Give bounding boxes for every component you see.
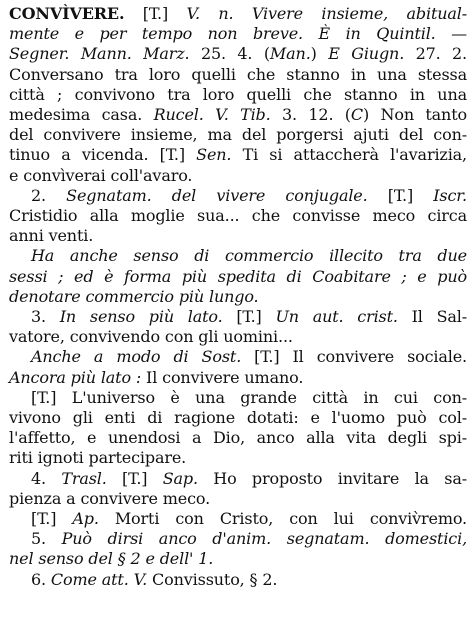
text-run: Anche a modo di Sost. <box>31 347 242 367</box>
text-run: [T.] <box>106 468 163 488</box>
text-run: città ; convivono tra loro quelli che stanno in una <box>9 84 467 104</box>
text-run: Sen. <box>196 145 232 165</box>
text-run: Ha anche senso di commercio illecito tra due <box>31 246 467 266</box>
text-run: E Giugn. <box>328 44 405 64</box>
text-line-5 <box>9 85 467 105</box>
text-run: Cristidio alla moglie sua... che convisse meco circa <box>9 206 467 226</box>
text-run: sessi ; ed è forma più spedita di Coabitare ; e può <box>9 266 467 286</box>
text-run: [T.] <box>31 509 73 529</box>
text-run: medesima casa. <box>9 105 154 125</box>
text-run: Può dirsi anco d'anim. segnatam. domestici, <box>61 529 468 549</box>
text-line-18 <box>9 347 467 367</box>
text-line-10 <box>9 186 467 206</box>
text-run: 25. 4. ( <box>189 44 270 64</box>
text-run: ) <box>310 44 329 64</box>
text-run: Conversano tra loro quelli che stanno in una stessa <box>9 64 467 84</box>
text-run: Un aut. crist. <box>275 307 398 327</box>
text-line-28 <box>9 549 467 569</box>
text-line-21 <box>9 408 467 428</box>
text-run: Morti con Cristo, con lui conviv̀remo. <box>98 509 467 529</box>
text-run: [T.] <box>124 4 187 23</box>
text-line-9 <box>9 166 467 186</box>
text-run: anni venti. <box>9 226 94 246</box>
text-line-24 <box>9 469 467 489</box>
text-run: C <box>350 105 363 125</box>
text-run: 6. <box>31 569 51 589</box>
text-run: Come att. V. <box>50 569 148 589</box>
text-line-29 <box>9 570 467 590</box>
text-run: del convivere insieme, ma del porgersi ajuti del con- <box>9 125 467 145</box>
text-line-14 <box>9 267 467 287</box>
text-run: ) Non tanto <box>362 105 467 125</box>
text-run: [T.] <box>222 307 276 327</box>
text-run: Il convivere umano. <box>141 367 304 387</box>
text-run: e convìverai coll'avaro. <box>9 165 193 185</box>
text-run: pienza a convivere meco. <box>9 488 211 508</box>
text-line-2 <box>9 24 467 44</box>
text-line-7 <box>9 125 467 145</box>
text-run: mente e per tempo non breve. È in Quintil. — <box>9 24 467 44</box>
text-line-13 <box>9 246 467 266</box>
text-line-11 <box>9 206 467 226</box>
text-run: Segner. Mann. Marz. <box>9 44 190 64</box>
text-line-3 <box>9 44 467 64</box>
text-run: Ho proposto invitare la sa- <box>197 468 467 488</box>
text-run: Ti si attaccherà l'avarizia, <box>231 145 467 165</box>
text-run: Il Sal- <box>397 307 467 327</box>
text-run: l'affetto, e unendosi a Dio, anco alla vita degli spi- <box>9 428 467 448</box>
text-run: 4. <box>31 468 62 488</box>
text-line-6 <box>9 105 467 125</box>
text-line-23 <box>9 448 467 468</box>
text-run: In senso più lato. <box>59 307 223 327</box>
text-run: [T.] Il convivere sociale. <box>241 347 467 367</box>
text-run: 5. <box>31 529 62 549</box>
text-line-19 <box>9 368 467 388</box>
text-run: Iscr. <box>433 185 467 205</box>
text-run: [T.] L'universo è una grande città in cui con- <box>31 387 467 407</box>
text-run: [T.] <box>367 185 434 205</box>
text-run: CONVÌVERE. <box>9 4 125 23</box>
text-run: Ap. <box>72 509 99 529</box>
text-run: Ancora più lato : <box>9 367 142 387</box>
text-run: Man. <box>269 44 311 64</box>
text-line-4 <box>9 65 467 85</box>
text-run: vivono gli enti di ragione dotati: e l'uomo può col- <box>9 408 467 428</box>
text-line-17 <box>9 327 467 347</box>
text-run: Segnatam. del vivere conjugale. <box>66 185 368 205</box>
text-line-16 <box>9 307 467 327</box>
text-line-20 <box>9 388 467 408</box>
text-run: 3. 12. ( <box>270 105 351 125</box>
text-run: riti ignoti partecipare. <box>9 448 187 468</box>
text-run: Trasl. <box>61 468 107 488</box>
text-line-15 <box>9 287 467 307</box>
text-line-27 <box>9 529 467 549</box>
text-run: denotare commercio più lungo. <box>9 286 259 306</box>
text-run: 2. <box>31 185 67 205</box>
text-run: Convissuto, § 2. <box>147 569 278 589</box>
text-line-22 <box>9 428 467 448</box>
text-run: tinuo a vicenda. [T.] <box>9 145 197 165</box>
text-run: 27. 2. <box>404 44 467 64</box>
text-line-26 <box>9 509 467 529</box>
text-run: 3. <box>31 307 60 327</box>
text-line-12 <box>9 226 467 246</box>
text-run: Rucel. V. Tib. <box>153 105 271 125</box>
text-line-1 <box>9 4 467 24</box>
text-run: vatore, convivendo con gli uomini... <box>9 327 293 347</box>
text-run: V. n. Vivere insieme, abitual- <box>186 4 467 23</box>
text-run: Sap. <box>162 468 198 488</box>
text-line-8 <box>9 145 467 165</box>
text-line-25 <box>9 489 467 509</box>
text-run: nel senso del § 2 e dell' 1. <box>9 549 214 569</box>
